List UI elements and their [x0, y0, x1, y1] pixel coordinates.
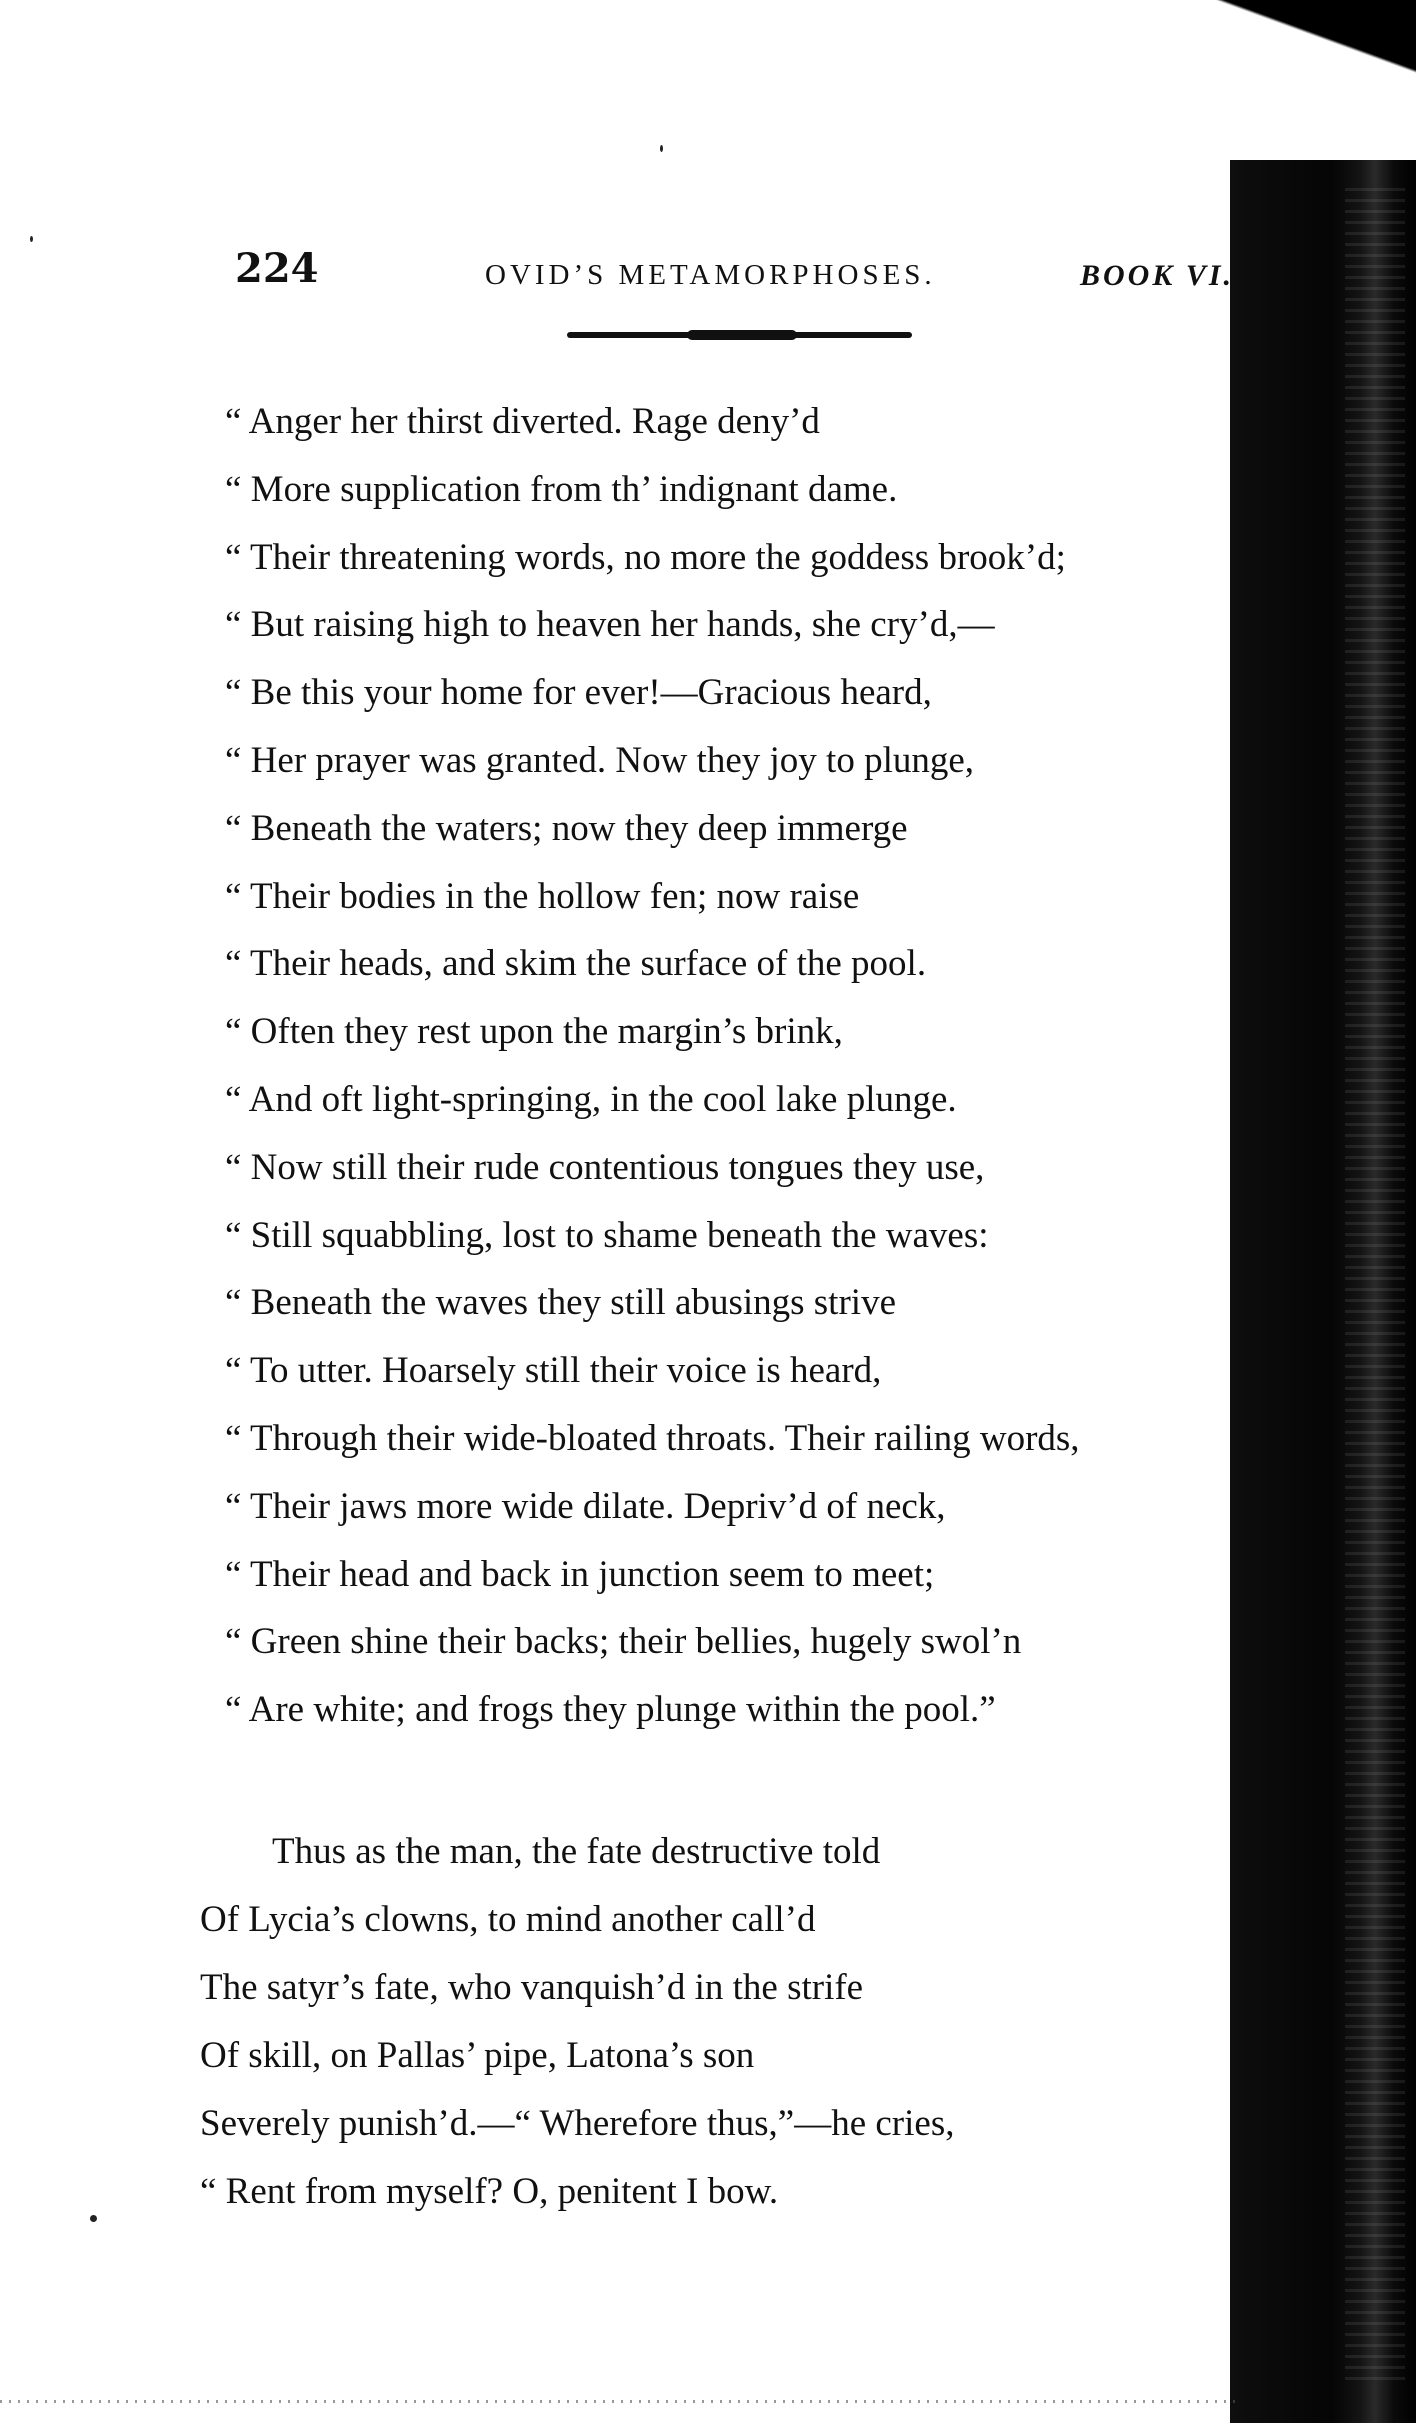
spine-texture	[1345, 180, 1405, 2380]
poem-line: “ Their jaws more wide dilate. Depriv’d of neck,	[225, 1485, 946, 1527]
poem-line: “ Anger her thirst diverted. Rage deny’d	[225, 401, 820, 442]
poem-line: Severely punish’d.—“ Wherefore thus,”—he cries,	[200, 2103, 955, 2144]
poem-line: “ And oft light-springing, in the cool lake plunge.	[225, 1078, 957, 1120]
poem-line: “ Their bodies in the hollow fen; now raise	[225, 875, 860, 917]
poem-line: “ Still squabbling, lost to shame beneath the waves:	[225, 1214, 989, 1256]
poem-line: Of Lycia’s clowns, to mind another call’d	[200, 1899, 816, 1940]
poem-line: “ Be this your home for ever!—Gracious heard,	[225, 672, 932, 714]
poem-line: “ Their head and back in junction seem to meet;	[225, 1553, 935, 1595]
poem-line: “ Are white; and frogs they plunge within the pool.”	[225, 1689, 996, 1731]
poem-line: “ Her prayer was granted. Now they joy to plunge,	[225, 739, 975, 781]
page-number: 224	[235, 245, 319, 292]
ink-speck	[90, 2215, 97, 2222]
page-shadow-top	[1010, 0, 1416, 170]
poem-line: Of skill, on Pallas’ pipe, Latona’s son	[200, 2035, 755, 2076]
poem-line: “ But raising high to heaven her hands, she cry’d,—	[225, 604, 995, 646]
scan-edge-noise	[0, 2400, 1240, 2403]
poem-line: “ Their threatening words, no more the goddess brook’d;	[225, 536, 1066, 578]
poem-line: “ Often they rest upon the margin’s brink,	[225, 1011, 843, 1053]
poem-line: “ Now still their rude contentious tongues they use,	[225, 1146, 985, 1188]
poem-stanza-1	[225, 388, 1080, 1744]
book-label: BOOK VI.	[1080, 259, 1235, 292]
ink-speck	[660, 145, 663, 152]
poem-line: “ Through their wide-bloated throats. Their railing words,	[225, 1417, 1080, 1459]
poem-line: “ Green shine their backs; their bellies, hugely swol’n	[225, 1621, 1022, 1663]
poem-line: “ Rent from myself? O, penitent I bow.	[200, 2171, 779, 2212]
header-rule	[567, 332, 912, 338]
poem-line: “ To utter. Hoarsely still their voice is heard,	[225, 1350, 882, 1392]
poem-line: “ Their heads, and skim the surface of the pool.	[225, 943, 927, 985]
poem-line: “ Beneath the waves they still abusings strive	[225, 1282, 896, 1324]
poem-line: “ More supplication from th’ indignant dame.	[225, 468, 898, 510]
poem-line: The satyr’s fate, who vanquish’d in the strife	[200, 1967, 864, 2008]
page-header	[235, 245, 1235, 305]
poem-line: “ Beneath the waters; now they deep immerge	[225, 807, 908, 849]
ink-speck	[30, 236, 33, 242]
poem-line: Thus as the man, the fate destructive told	[272, 1831, 881, 1872]
poem-stanza-2	[200, 1818, 954, 2226]
running-title: OVID’S METAMORPHOSES.	[485, 259, 936, 291]
